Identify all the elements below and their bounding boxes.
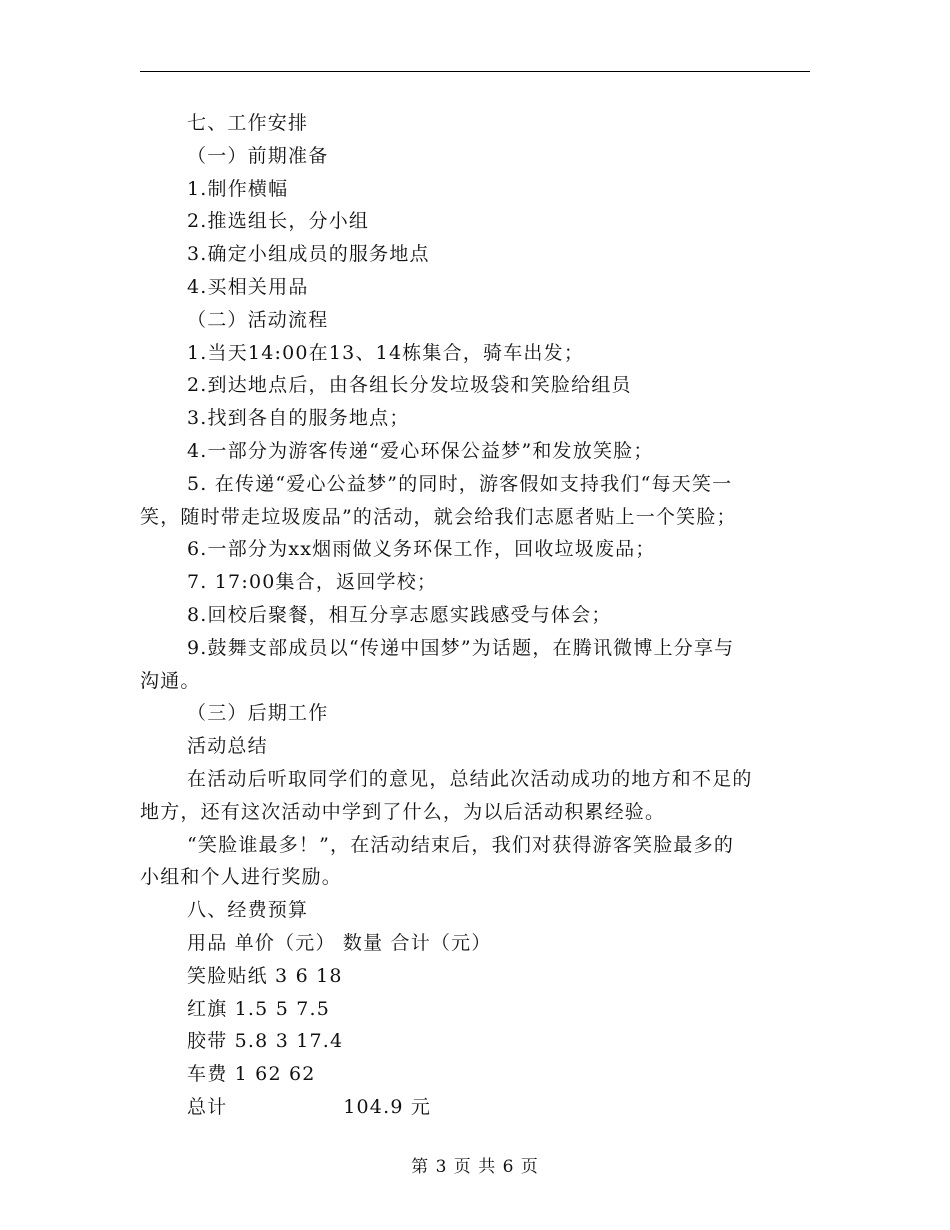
text-line: 沟通。 [140, 669, 201, 692]
text-line: “笑脸谁最多！”，在活动结束后，我们对获得游客笑脸最多的 [187, 833, 735, 856]
text-line: 地方，还有这次活动中学到了什么，为以后活动积累经验。 [140, 800, 666, 823]
text-line: 3.确定小组成员的服务地点 [187, 243, 430, 266]
text-line: 2.到达地点后，由各组长分发垃圾袋和笑脸给组员 [187, 374, 632, 397]
text-line: 4.一部分为游客传递“爱心环保公益梦”和发放笑脸； [187, 439, 654, 462]
page-number-footer: 第 3 页 共 6 页 [411, 1157, 539, 1177]
text-line: 1.当天14:00在13、14栋集合，骑车出发； [187, 341, 585, 364]
text-line: 3.找到各自的服务地点； [187, 407, 410, 430]
text-line: 总计 104.9 元 [187, 1095, 432, 1118]
text-line: （三）后期工作 [187, 702, 329, 725]
text-line: 用品 单价（元） 数量 合计（元） [187, 931, 492, 954]
text-line: 笑，随时带走垃圾废品”的活动，就会给我们志愿者贴上一个笑脸； [140, 505, 737, 528]
text-line: 活动总结 [187, 735, 268, 758]
text-line: 八、经费预算 [187, 899, 309, 922]
text-line: 在活动后听取同学们的意见，总结此次活动成功的地方和不足的 [187, 767, 753, 790]
document-body [140, 107, 810, 1124]
text-line: 9.鼓舞支部成员以“传递中国梦”为话题，在腾讯微博上分享与 [187, 636, 735, 659]
text-line: （二）活动流程 [187, 308, 329, 331]
text-line: 车费 1 62 62 [187, 1063, 316, 1086]
text-line: 6.一部分为xx烟雨做义务环保工作，回收垃圾废品； [187, 538, 656, 561]
text-line: 小组和个人进行奖励。 [140, 866, 343, 889]
text-line: 红旗 1.5 5 7.5 [187, 997, 331, 1020]
text-line: 笑脸贴纸 3 6 18 [187, 964, 343, 987]
text-line: 胶带 5.8 3 17.4 [187, 1030, 344, 1053]
text-line: 2.推选组长，分小组 [187, 210, 370, 233]
text-line: 7. 17:00集合，返回学校； [187, 571, 438, 594]
text-line: 七、工作安排 [187, 112, 309, 134]
text-line: （一）前期准备 [187, 144, 329, 167]
header-rule [140, 71, 810, 72]
text-line: 8.回校后聚餐，相互分享志愿实践感受与体会； [187, 603, 612, 626]
text-line: 5. 在传递“爱心公益梦”的同时，游客假如支持我们“每天笑一 [187, 472, 733, 495]
text-line: 4.买相关用品 [187, 275, 309, 298]
text-line: 1.制作横幅 [187, 177, 289, 200]
